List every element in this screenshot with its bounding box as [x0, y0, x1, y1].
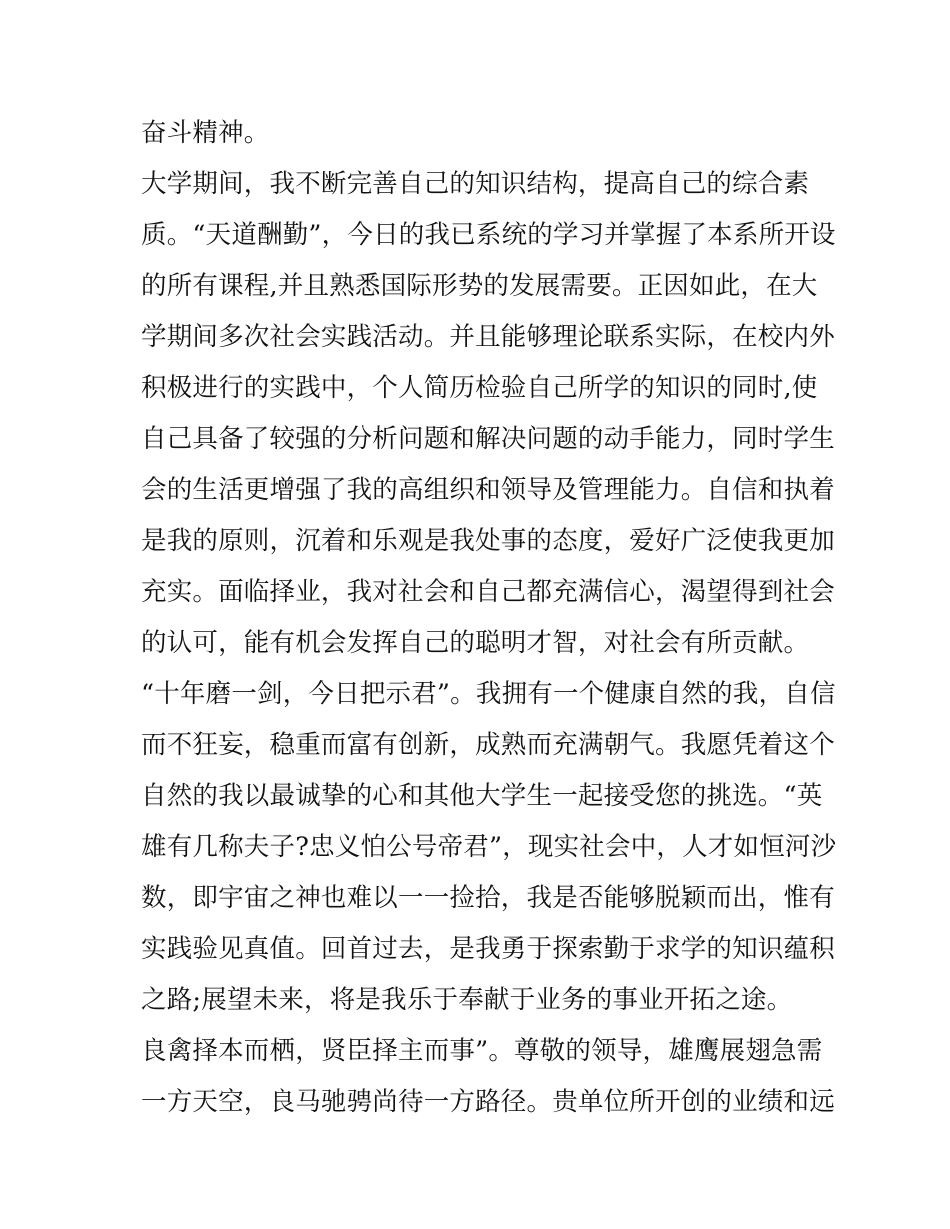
text-line: 的所有课程,并且熟悉国际形势的发展需要。正因如此，在大	[141, 271, 818, 301]
text-line: 一方天空，良马驰骋尚待一方路径。贵单位所开创的业绩和远	[141, 1087, 835, 1117]
text-line: 雄有几称夫子?忠义怕公号帝君”，现实社会中，人才如恒河沙	[141, 832, 837, 862]
text-line: 之路;展望未来，将是我乐于奉献于业务的事业开拓之途。	[141, 985, 793, 1015]
text-line: 自己具备了较强的分析问题和解决问题的动手能力，同时学生	[141, 424, 835, 454]
text-line: 充实。面临择业，我对社会和自己都充满信心，渴望得到社会	[141, 577, 835, 607]
text-line: 良禽择本而栖，贤臣择主而事”。尊敬的领导，雄鹰展翅急需	[141, 1036, 823, 1066]
text-line: 而不狂妄，稳重而富有创新，成熟而充满朝气。我愿凭着这个	[141, 730, 835, 760]
text-line: 大学期间，我不断完善自己的知识结构，提高自己的综合素	[141, 169, 810, 199]
text-line: 实践验见真值。回首过去，是我勇于探索勤于求学的知识蕴积	[141, 934, 835, 964]
text-line: 学期间多次社会实践活动。并且能够理论联系实际，在校内外	[141, 322, 835, 352]
text-line: 是我的原则，沉着和乐观是我处事的态度，爱好广泛使我更加	[141, 526, 835, 556]
text-line: 奋斗精神。	[141, 118, 270, 148]
text-line: 的认可，能有机会发挥自己的聪明才智，对社会有所贡献。	[141, 628, 810, 658]
text-line: 质。“天道酬勤”，今日的我已系统的学习并掌握了本系所开设	[141, 220, 836, 250]
text-line: 积极进行的实践中，个人简历检验自己所学的知识的同时,使	[141, 373, 818, 403]
text-line: 数，即宇宙之神也难以一一捡拾，我是否能够脱颖而出，惟有	[141, 883, 835, 913]
document-body	[141, 108, 837, 1128]
text-line: 会的生活更增强了我的高组织和领导及管理能力。自信和执着	[141, 475, 835, 505]
text-line: 自然的我以最诚挚的心和其他大学生一起接受您的挑选。“英	[141, 781, 823, 811]
text-line: “十年磨一剑，今日把示君”。我拥有一个健康自然的我，自信	[141, 679, 836, 709]
